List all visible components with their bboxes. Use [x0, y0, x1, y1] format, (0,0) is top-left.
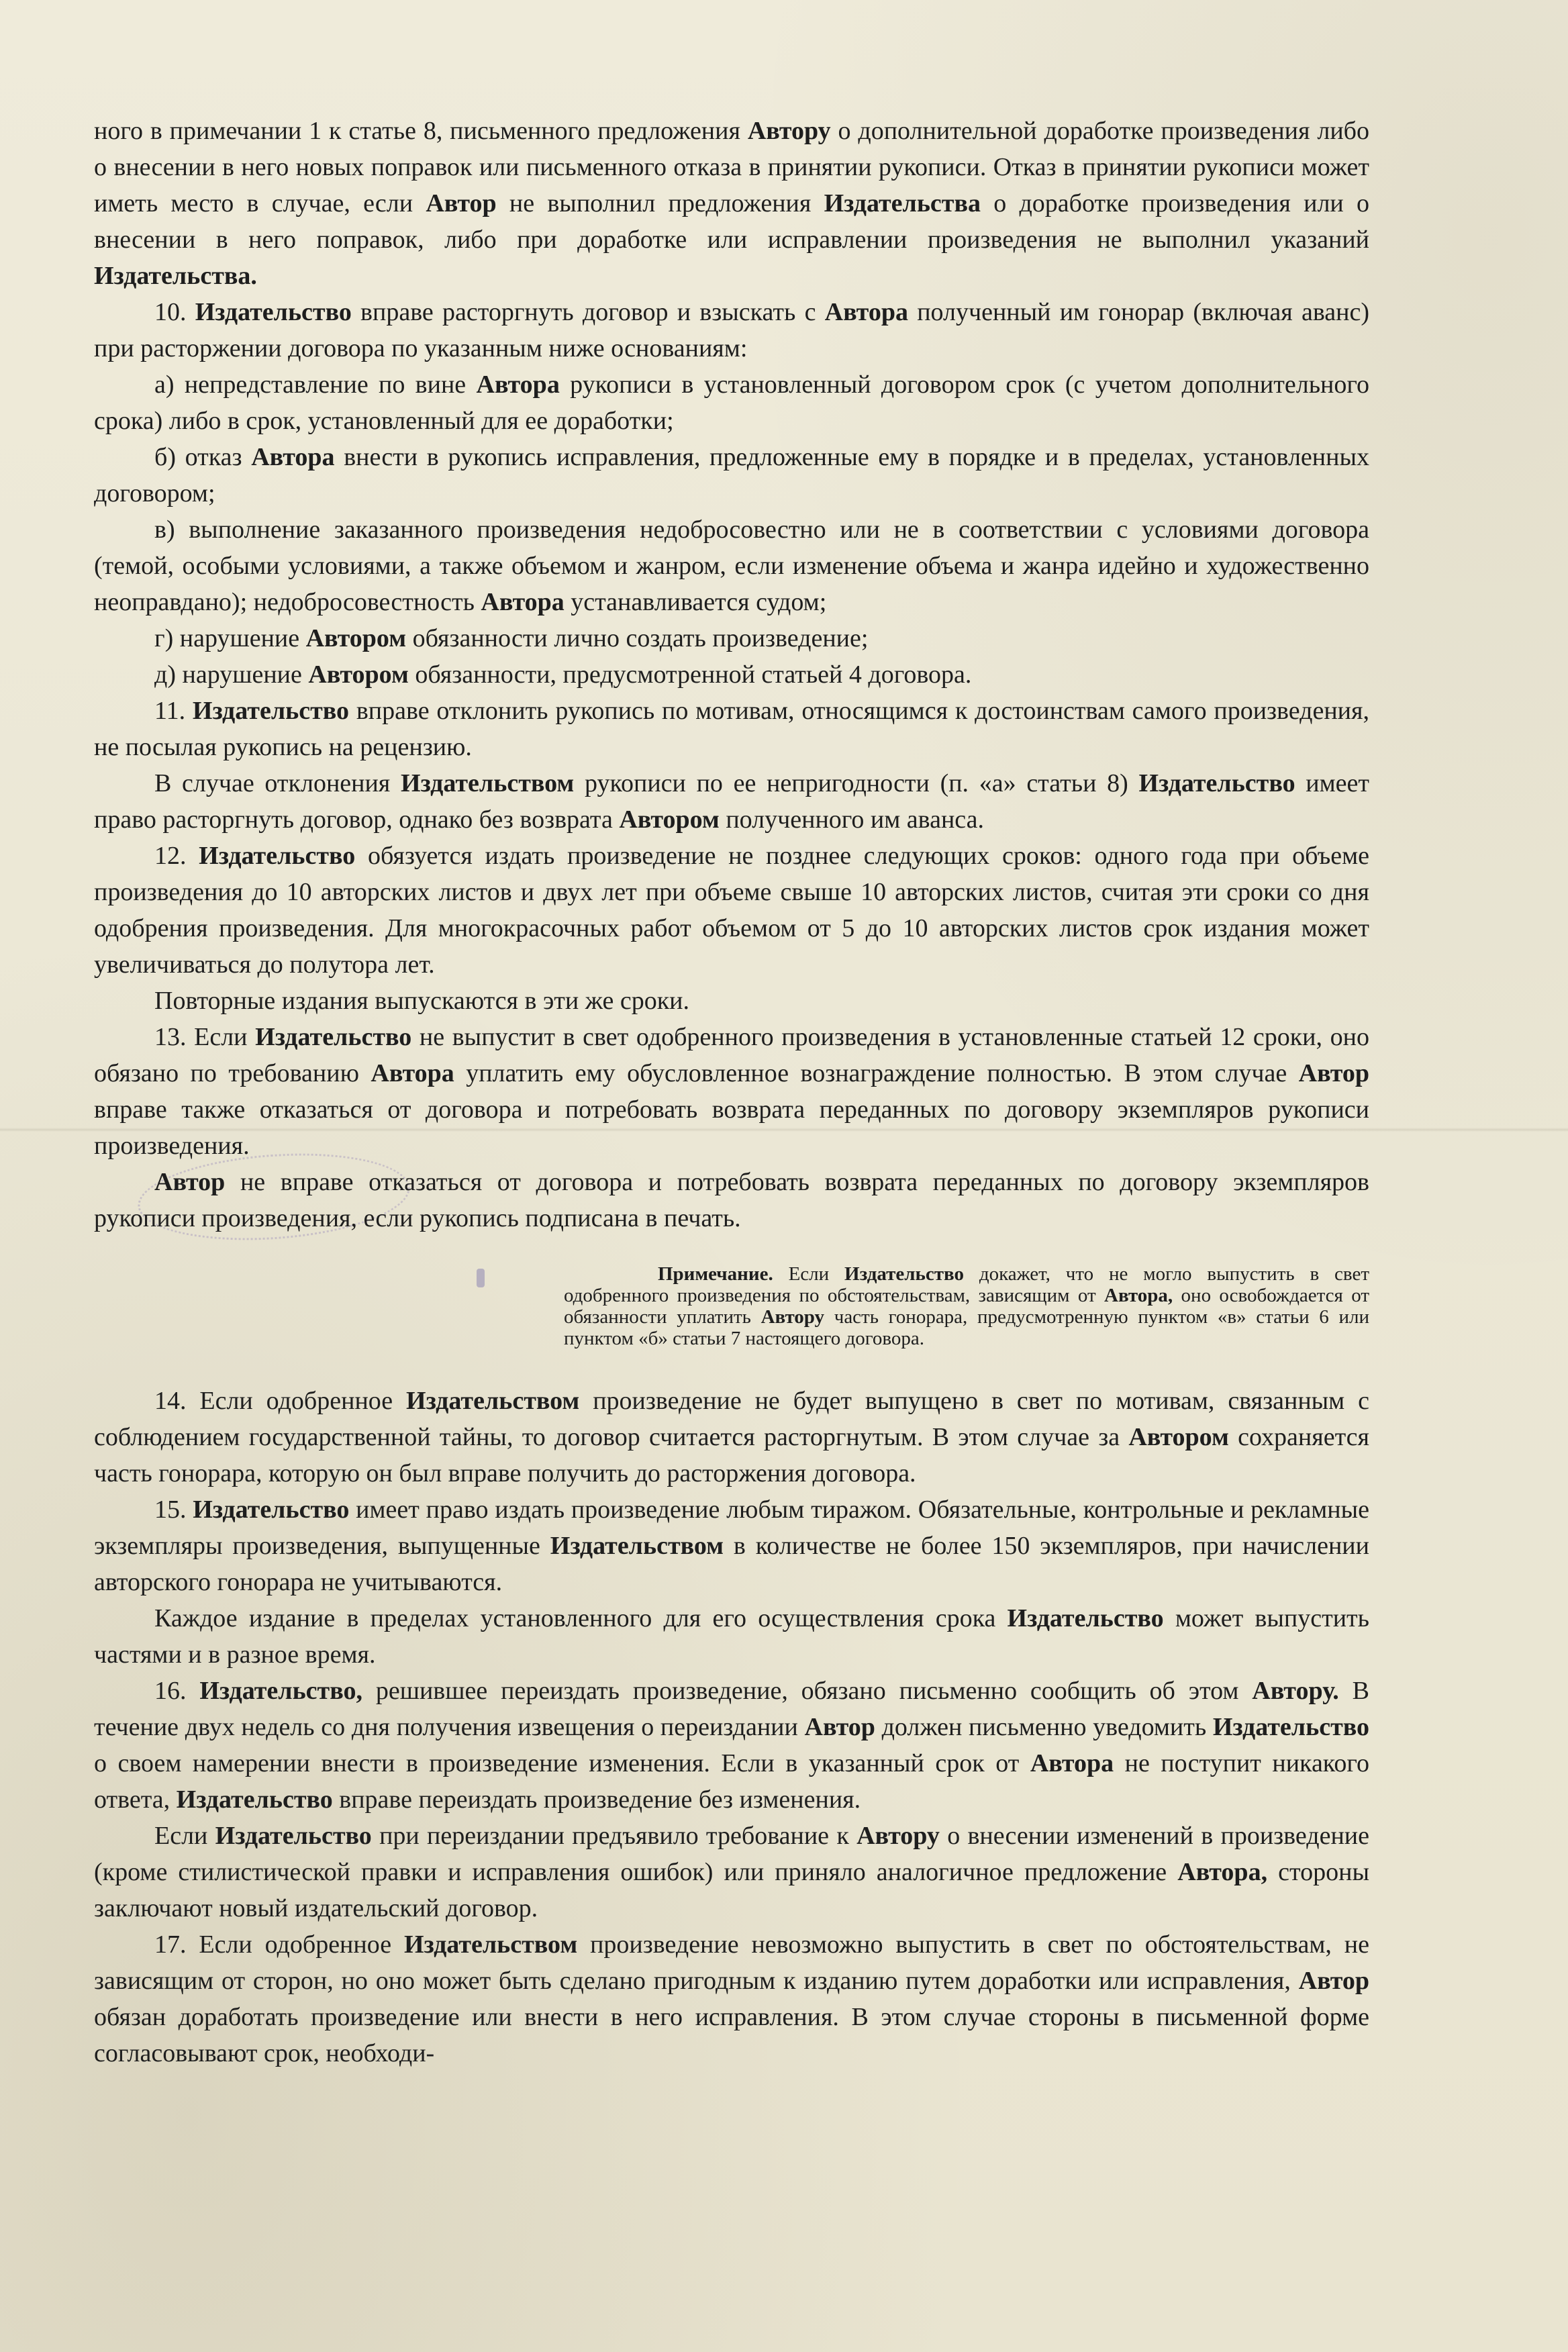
text-run: сохраняется часть гонорара, которую он был вправе получить до расторжения договора. [94, 1423, 1369, 1487]
text-run: часть гонорара, предусмотренную пунктом «в» статьи 6 или пунктом «б» статьи 7 настоящего договора. [564, 1306, 1369, 1349]
bold-term: Издательство [195, 298, 352, 326]
paragraph-10-g [94, 620, 1369, 656]
bold-term: Издательство [1007, 1604, 1164, 1632]
text-run: обязуется издать произведение не позднее следующих сроков: одного года при объеме произведения до 10 авторских листов и двух лет при объеме свыше 10 авторских листов, считая эти сроки со дня одобрения произведения. Для многокрасочных работ объемом от 5 до 10 авторских листов срок издания может увеличиваться до полутора лет. [94, 842, 1369, 979]
text-run: б) отказ [154, 443, 252, 471]
bold-term: Издательство [1212, 1713, 1369, 1741]
text-run: рукописи в установленный договором срок (с учетом дополнительного срока) либо в срок, установленный для ее доработки; [94, 371, 1370, 435]
paragraph-16 [94, 1673, 1369, 1818]
bold-term: Издательством [401, 769, 575, 797]
text-run: 17. Если одобренное [154, 1930, 404, 1959]
bold-term: Автора [824, 298, 908, 326]
text-run: имеет право издать произведение любым тиражом. Обязательные, контрольные и рекламные экземпляры произведения, выпущенные [94, 1496, 1370, 1560]
paragraph-16-new-contract [94, 1818, 1369, 1926]
paragraph-10-b [94, 439, 1369, 511]
bold-term: Автора [476, 371, 560, 399]
bold-term: Автором [308, 660, 409, 689]
bold-term: Автору [747, 117, 831, 145]
bold-term: Издательством [406, 1387, 580, 1415]
text-run: 10. [154, 298, 195, 326]
text-run: о внесении изменений в произведение (кроме стилистической правки и исправления ошибок) или приняло аналогичное предложение [94, 1822, 1369, 1886]
text-run: 12. [154, 842, 199, 870]
bold-term: Автор [154, 1168, 226, 1196]
text-run: не выпустит в свет одобренного произведения в установленные статьей 12 сроки, оно обязано по требованию [94, 1023, 1369, 1087]
bold-term: Издательство [193, 1496, 350, 1524]
text-run: Повторные издания выпускаются в эти же сроки. [154, 987, 689, 1015]
bold-term: Автора, [1104, 1285, 1173, 1306]
text-run: 14. Если одобренное [154, 1387, 407, 1415]
paragraph-15-parts [94, 1600, 1369, 1673]
text-run: а) непредставление по вине [154, 371, 477, 399]
bold-term: Автор [426, 189, 497, 217]
text-run: г) нарушение [154, 624, 306, 652]
bold-term: Издательство [192, 697, 350, 725]
bold-term: Автор [1298, 1967, 1369, 1995]
note-block [564, 1263, 1369, 1349]
text-run: оно освобождается от обязанности уплатить [564, 1285, 1369, 1328]
bold-term: Издательства [824, 189, 981, 217]
text-run: в количестве не более 150 экземпляров, при начислении авторского гонорара не учитываются. [94, 1532, 1369, 1596]
bold-term: Издательство [176, 1785, 333, 1814]
bold-term: Автор [1298, 1059, 1369, 1087]
text-run: не вправе отказаться от договора и потребовать возврата переданных по договору экземпляров рукописи произведения, если рукопись подписана в печать. [94, 1168, 1369, 1232]
paragraph-10 [94, 294, 1369, 366]
text-run: должен письменно уведомить [875, 1713, 1213, 1741]
text-run: докажет, что не могло выпустить в свет одобренного произведения по обстоятельствам, зависящим от [564, 1263, 1369, 1306]
bold-term: Примечание. [658, 1263, 773, 1285]
text-run: произведение невозможно выпустить в свет по обстоятельствам, не зависящим от сторон, но оно может быть сделано пригодным к изданию путем доработки или исправления, [94, 1930, 1369, 1995]
text-run: полученного им аванса. [719, 805, 985, 834]
text-run: о своем намерении внести в произведение изменения. Если в указанный срок от [94, 1749, 1030, 1777]
paragraph-13-author [94, 1164, 1369, 1236]
paragraph-10-a [94, 366, 1369, 439]
text-run: 13. Если [154, 1023, 256, 1051]
paragraph-continuation [94, 113, 1369, 294]
text-run: внести в рукопись исправления, предложенные ему в порядке и в пределах, установленных договором; [94, 443, 1369, 507]
text-run: д) нарушение [154, 660, 309, 689]
paragraph-17 [94, 1926, 1369, 2071]
bold-term: Автора [1030, 1749, 1114, 1777]
text-run: стороны заключают новый издательский договор. [94, 1858, 1370, 1922]
text-run: решившее переиздать произведение, обязано письменно сообщить об этом [362, 1677, 1253, 1705]
paragraph-10-d [94, 656, 1369, 693]
bold-term: Автору. [1252, 1677, 1339, 1705]
paragraph-11-rejection [94, 765, 1369, 838]
text-run: вправе расторгнуть договор и взыскать с [351, 298, 825, 326]
bold-term: Издательством [550, 1532, 724, 1560]
paragraph-13 [94, 1019, 1369, 1164]
bold-term: Издательство [255, 1023, 412, 1051]
paragraph-11 [94, 693, 1369, 765]
text-run: вправе отклонить рукопись по мотивам, относящимся к достоинствам самого произведения, не посылая рукопись на рецензию. [94, 697, 1369, 761]
text-run: обязан доработать произведение или внести в него исправления. В этом случае стороны в письменной форме согласовывают срок, необходи- [94, 2003, 1369, 2067]
bold-term: Автора [481, 588, 565, 616]
text-run: в) выполнение заказанного произведения недобросовестно или не в соответствии с условиями договора (темой, особыми условиями, а также объемом и жанром, если изменение объема и жанра идейно и художественно неоправдано); недобросовестность [94, 516, 1369, 616]
text-run: 16. [154, 1677, 200, 1705]
paragraph-14 [94, 1383, 1369, 1491]
text-run: 15. [154, 1496, 193, 1524]
text-run: обязанности, предусмотренной статьей 4 договора. [408, 660, 972, 689]
text-run: В течение двух недель со дня получения извещения о переиздании [94, 1677, 1369, 1741]
paragraph-10-v [94, 511, 1369, 620]
bold-term: Издательство [844, 1263, 964, 1285]
bold-term: Издательства. [94, 262, 257, 290]
bold-term: Издательство, [199, 1677, 362, 1705]
bold-term: Автора, [1177, 1858, 1268, 1886]
text-run: вправе также отказаться от договора и потребовать возврата переданных по договору экземпляров рукописи произведения. [94, 1095, 1369, 1160]
bold-term: Автором [619, 805, 720, 834]
bold-term: Автором [305, 624, 407, 652]
text-run: полученный им гонорар (включая аванс) при расторжении договора по указанным ниже основаниям: [94, 298, 1370, 362]
text-run: В случае отклонения [154, 769, 401, 797]
paragraph-12-reissues [94, 983, 1369, 1019]
text-run: Если [773, 1263, 845, 1285]
text-run: при переиздании предъявило требование к [371, 1822, 857, 1850]
text-run: Если [154, 1822, 215, 1850]
text-run: не поступит никакого ответа, [94, 1749, 1369, 1814]
text-run: уплатить ему обусловленное вознаграждение полностью. В этом случае [454, 1059, 1299, 1087]
bold-term: Автору [761, 1306, 825, 1328]
bold-term: Автор [804, 1713, 875, 1741]
text-run: устанавливается судом; [564, 588, 827, 616]
bold-term: Автору [856, 1822, 940, 1850]
text-run: 11. [154, 697, 193, 725]
text-run: о дополнительной доработке произведения либо о внесении в него новых поправок или письменного отказа в принятии рукописи. Отказ в принятии рукописи может иметь место в случае, если [94, 117, 1369, 217]
text-run: может выпустить частями и в разное время. [94, 1604, 1369, 1669]
text-run: ного в примечании 1 к статье 8, письменного предложения [94, 117, 748, 145]
text-run: не выполнил предложения [496, 189, 824, 217]
bold-term: Автором [1128, 1423, 1229, 1451]
paragraph-12 [94, 838, 1369, 983]
paragraph-15 [94, 1491, 1369, 1600]
document-body [94, 113, 1369, 2071]
text-run: обязанности лично создать произведение; [406, 624, 869, 652]
text-run: Каждое издание в пределах установленного для его осуществления срока [154, 1604, 1008, 1632]
text-run: рукописи по ее непригодности (п. «а» статьи 8) [574, 769, 1139, 797]
bold-term: Издательство [1138, 769, 1295, 797]
bold-term: Автора [251, 443, 335, 471]
text-run: вправе переиздать произведение без изменения. [332, 1785, 861, 1814]
bold-term: Издательство [199, 842, 356, 870]
bold-term: Автора [371, 1059, 454, 1087]
text-run: имеет право расторгнуть договор, однако без возврата [94, 769, 1370, 834]
bold-term: Издательство [215, 1822, 372, 1850]
text-run: о доработке произведения или о внесении в него поправок, либо при доработке или исправлении произведения не выполнил указаний [94, 189, 1369, 254]
bold-term: Издательством [403, 1930, 578, 1959]
text-run: произведение не будет выпущено в свет по мотивам, связанным с соблюдением государственной тайны, то договор считается расторгнутым. В этом случае за [94, 1387, 1369, 1451]
